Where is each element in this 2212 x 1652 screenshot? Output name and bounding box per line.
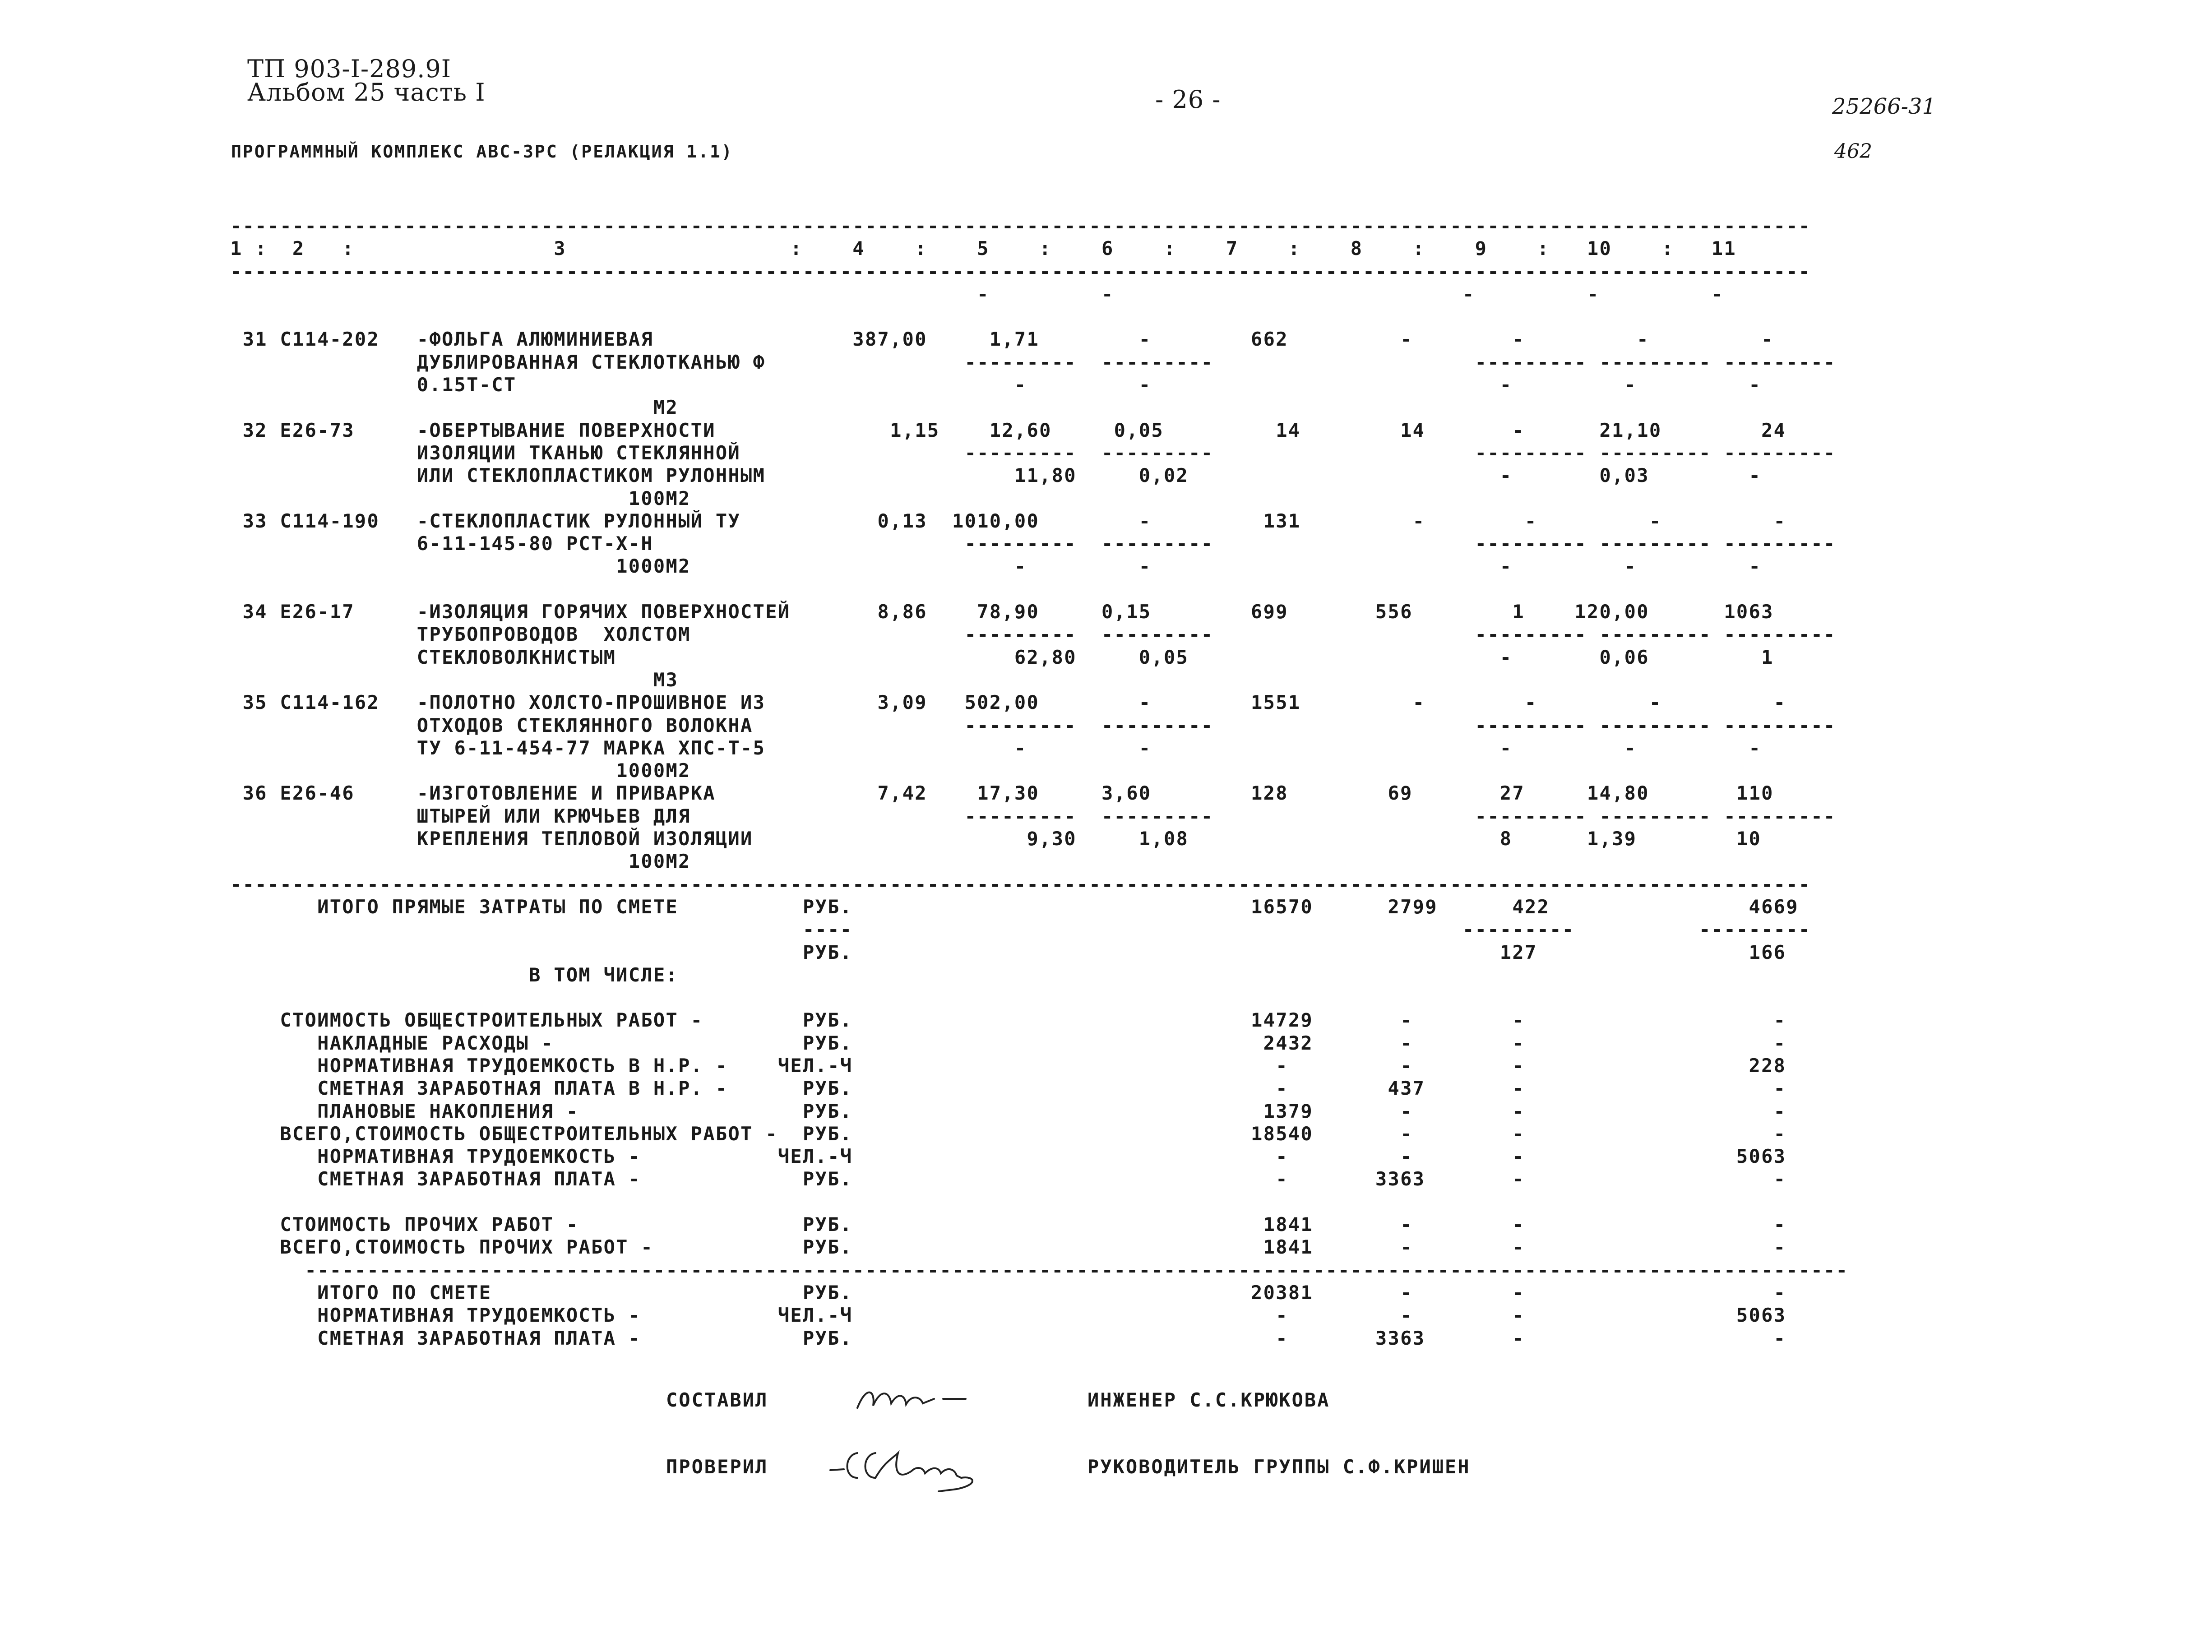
compiler-signature — [848, 1372, 1002, 1421]
table-line: ПЛАНОВЫЕ НАКОПЛЕНИЯ - РУБ. 1379 - - - — [230, 1100, 1786, 1122]
table-line: 100М2 — [230, 850, 691, 873]
document-code: ТП 903-I-289.9I — [247, 55, 452, 83]
table-line: ИТОГО ПРЯМЫЕ ЗАТРАТЫ ПО СМЕТЕ РУБ. 16570 2799 422 4669 — [230, 895, 1799, 918]
table-line: 100М2 — [230, 487, 691, 509]
compiled-label: СОСТАВИЛ — [666, 1389, 768, 1411]
table-line: - - - - - — [230, 282, 1724, 305]
table-line: 35 С114-162 -ПОЛОТНО ХОЛСТО-ПРОШИВНОЕ ИЗ 3,09 502,00 - 1551 - - - - — [230, 691, 1786, 714]
table-line: СТОИМОСТЬ ОБЩЕСТРОИТЕЛЬНЫХ РАБОТ - РУБ. 14729 - - - — [230, 1009, 1786, 1032]
table-line: ВСЕГО,СТОИМОСТЬ ОБЩЕСТРОИТЕЛЬНЫХ РАБОТ - РУБ. 18540 - - - — [230, 1122, 1786, 1145]
table-line: ------------------------------------------------------------------------------------------------------------------------------- — [230, 215, 1811, 237]
checker-signature — [826, 1435, 1015, 1498]
page-number: - 26 - — [1155, 85, 1221, 114]
estimate-table — [230, 215, 1848, 1350]
table-line: ДУБЛИРОВАННАЯ СТЕКЛОТКАНЬЮ Ф --------- --------- --------- --------- --------- — [230, 351, 1836, 373]
table-line: 32 Е26-73 -ОБЕРТЫВАНИЕ ПОВЕРХНОСТИ 1,15 12,60 0,05 14 14 - 21,10 24 — [230, 419, 1786, 441]
table-line: ------------------------------------------------------------------------------------------------------------------------------- — [230, 873, 1811, 895]
table-line: ---- --------- --------- — [230, 918, 1811, 941]
table-line: СМЕТНАЯ ЗАРАБОТНАЯ ПЛАТА - РУБ. - 3363 - - — [230, 1327, 1786, 1349]
table-line: 1000М2 - - - - - — [230, 555, 1762, 578]
table-line: ИЗОЛЯЦИИ ТКАНЬЮ СТЕКЛЯННОЙ --------- --------- --------- --------- --------- — [230, 441, 1836, 464]
table-line: ИЛИ СТЕКЛОПЛАСТИКОМ РУЛОННЫМ 11,80 0,02 - 0,03 - — [230, 464, 1762, 487]
table-line: 6-11-145-80 РСТ-Х-Н --------- --------- --------- --------- --------- — [230, 532, 1836, 555]
table-line: 36 Е26-46 -ИЗГОТОВЛЕНИЕ И ПРИВАРКА 7,42 17,30 3,60 128 69 27 14,80 110 — [230, 782, 1774, 805]
table-line: 0.15Т-СТ - - - - - — [230, 374, 1762, 396]
table-line: СТОИМОСТЬ ПРОЧИХ РАБОТ - РУБ. 1841 - - - — [230, 1213, 1786, 1236]
table-line: КРЕПЛЕНИЯ ТЕПЛОВОЙ ИЗОЛЯЦИИ 9,30 1,08 8 1,39 10 — [230, 828, 1762, 850]
table-line: НОРМАТИВНАЯ ТРУДОЕМКОСТЬ - ЧЕЛ.-Ч - - - 5063 — [230, 1145, 1786, 1168]
table-line: СТЕКЛОВОЛКНИСТЫМ 62,80 0,05 - 0,06 1 — [230, 646, 1774, 668]
table-line: 34 Е26-17 -ИЗОЛЯЦИЯ ГОРЯЧИХ ПОВЕРХНОСТЕЙ 8,86 78,90 0,15 699 556 1 120,00 1063 — [230, 601, 1774, 623]
table-line — [230, 1191, 1848, 1213]
table-line: ВСЕГО,СТОИМОСТЬ ПРОЧИХ РАБОТ - РУБ. 1841 - - - — [230, 1236, 1786, 1259]
table-line: ТРУБОПРОВОДОВ ХОЛСТОМ --------- --------- --------- --------- --------- — [230, 623, 1836, 646]
table-line: НОРМАТИВНАЯ ТРУДОЕМКОСТЬ - ЧЕЛ.-Ч - - - 5063 — [230, 1304, 1786, 1327]
table-line: В ТОМ ЧИСЛЕ: — [230, 963, 679, 986]
checker-name: РУКОВОДИТЕЛЬ ГРУППЫ С.Ф.КРИШЕН — [1087, 1456, 1471, 1478]
table-line — [230, 578, 1848, 601]
table-line: СМЕТНАЯ ЗАРАБОТНАЯ ПЛАТА - РУБ. - 3363 - - — [230, 1168, 1786, 1190]
table-line — [230, 305, 1848, 328]
table-line: 1 : 2 : 3 : 4 : 5 : 6 : 7 : 8 : 9 : 10 : 11 — [230, 237, 1736, 260]
compiler-name: ИНЖЕНЕР С.С.КРЮКОВА — [1087, 1389, 1330, 1411]
program-title: ПРОГРАММНЫЙ КОМПЛЕКС АВС-3РС (РЕЛАКЦИЯ 1.1) — [231, 142, 733, 162]
table-line: ------------------------------------------------------------------------------------------------------------------------------- — [230, 260, 1811, 282]
album-label: Альбом 25 часть I — [247, 78, 486, 106]
table-line: 31 С114-202 -ФОЛЬГА АЛЮМИНИЕВАЯ 387,00 1,71 - 662 - - - - — [230, 328, 1774, 351]
table-line: ИТОГО ПО СМЕТЕ РУБ. 20381 - - - — [230, 1281, 1786, 1304]
table-line: М2 — [230, 396, 679, 419]
checked-label: ПРОВЕРИЛ — [666, 1456, 768, 1478]
table-line — [230, 986, 1848, 1009]
table-line: ---------------------------------------------------------------------------------------------------------------------------- — [230, 1259, 1849, 1281]
table-line: РУБ. 127 166 — [230, 941, 1786, 963]
table-line: НАКЛАДНЫЕ РАСХОДЫ - РУБ. 2432 - - - — [230, 1032, 1786, 1054]
document-number: 25266-31 — [1832, 94, 1936, 119]
table-line: СМЕТНАЯ ЗАРАБОТНАЯ ПЛАТА В Н.Р. - РУБ. - 437 - - — [230, 1077, 1786, 1100]
table-line: ШТЫРЕЙ ИЛИ КРЮЧЬЕВ ДЛЯ --------- --------- --------- --------- --------- — [230, 805, 1836, 827]
table-line: НОРМАТИВНАЯ ТРУДОЕМКОСТЬ В Н.Р. - ЧЕЛ.-Ч - - - 228 — [230, 1054, 1786, 1077]
table-line: 33 С114-190 -СТЕКЛОПЛАСТИК РУЛОННЫЙ ТУ 0,13 1010,00 - 131 - - - - — [230, 509, 1786, 532]
table-line: ТУ 6-11-454-77 МАРКА ХПС-Т-5 - - - - - — [230, 736, 1762, 759]
table-line: М3 — [230, 668, 679, 691]
sheet-number: 462 — [1834, 140, 1872, 163]
table-line: 1000М2 — [230, 759, 691, 782]
table-line: ОТХОДОВ СТЕКЛЯННОГО ВОЛОКНА --------- --------- --------- --------- --------- — [230, 714, 1836, 736]
